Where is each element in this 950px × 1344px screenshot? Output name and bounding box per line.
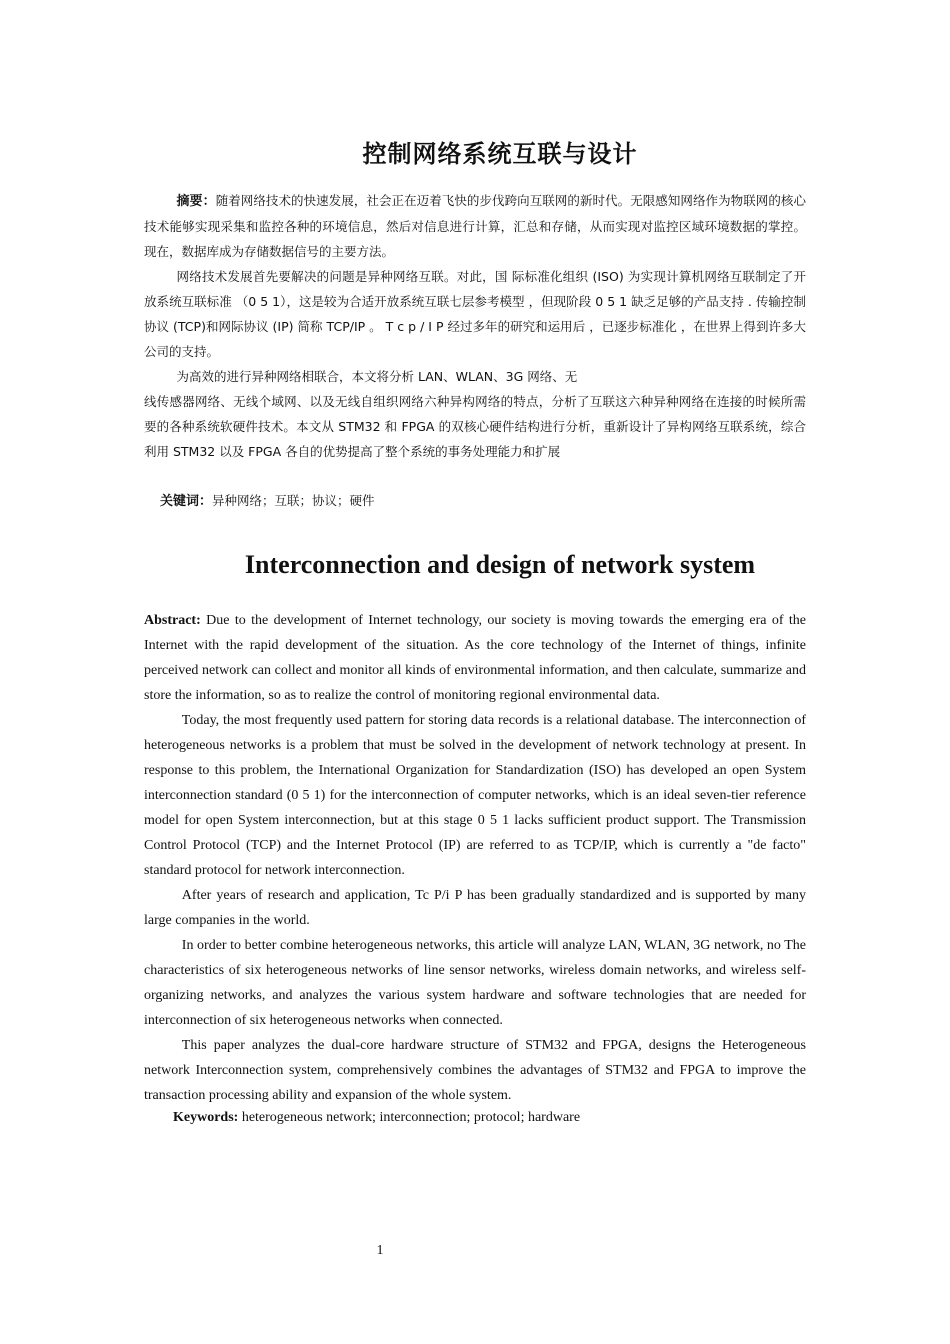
english-keywords: [173, 1105, 580, 1130]
english-keywords-label: Keywords:: [173, 1110, 239, 1125]
english-abstract-paragraph-2: Today, the most frequently used pattern for storing data records is a relational database. The interconnection of heterogeneous networks is a problem that must be solved in the development of network technology at present. In response to this problem, the International Organization for Standardization (ISO) has developed an open System interconnection standard (0 5 1) for the interconnection of computer networks, which is an ideal seven-tier reference model for open System interconnection, but at this stage 0 5 1 lacks sufficient product support. The Transmission Control Protocol (TCP) and the Internet Protocol (IP) are referred to as TCP/IP, which is currently a "de facto" standard protocol for network interconnection.: [144, 713, 806, 878]
chinese-abstract-paragraph-2: 网络技术发展首先要解决的问题是异种网络互联。对此，国 际标准化组织 (ISO) 为实现计算机网络互联制定了开放系统互联标准 （0 5 1），这是较为合适开放系统互联七层参考模型 ，但现阶段 0 5 1 缺乏足够的产品支持 . 传输控制协议 (TCP)和网际协议 (IP) 简称 TCP/IP 。 T c p / I P 经过多年的研究和运用后 ，已逐步标准化 ，在世界上得到许多大公司的支持。: [144, 269, 806, 359]
english-abstract-text-1: Due to the development of Internet technology, our society is moving towards the emerging era of the Internet with the rapid development of the situation. As the core technology of the Internet of things, infinite perceived network can collect and monitor all kinds of environmental information, and then calculate, summarize and store the information, so as to realize the control of monitoring regional environmental data.: [144, 613, 807, 703]
page-number: 1: [376, 1243, 384, 1258]
english-abstract-paragraph-1: [144, 608, 806, 708]
chinese-abstract: [144, 188, 806, 464]
english-title: Interconnection and design of network system: [244, 550, 756, 579]
chinese-abstract-text-1: 随着网络技术的快速发展，社会正在迈着飞快的步伐跨向互联网的新时代。无限感知网络作为物联网的核心技术能够实现采集和监控各种的环境信息，然后对信息进行计算，汇总和存储，从而实现对监控区域环境数据的掌控。现在，数据库成为存储数据信号的主要方法。: [144, 193, 806, 259]
chinese-title: 控制网络系统互联与设计: [362, 140, 638, 168]
english-abstract-paragraph-4: In order to better combine heterogeneous networks, this article will analyze LAN, WLAN, 3G network, no The characteristics of six heterogeneous networks of line sensor networks, wireless domain networks, and wireless self-organizing networks, and analyzes the various system hardware and software technologies that are needed for interconnection of six heterogeneous networks when connected.: [144, 938, 806, 1028]
english-abstract-paragraph-5: This paper analyzes the dual-core hardware structure of STM32 and FPGA, designs the Heterogeneous network Interconnection system, comprehensively combines the advantages of STM32 and FPGA to improve the transaction processing ability and expansion of the whole system.: [144, 1038, 806, 1103]
chinese-abstract-paragraph-3-rest: 线传感器网络、无线个域网、以及无线自组织网络六种异构网络的特点，分析了互联这六种异种网络在连接的时候所需要的各种系统软硬件技术。本文从 STM32 和 FPGA 的双核心硬件结构进行分析，重新设计了异构网络互联系统，综合利用 STM32 以及 FPGA 各自的优势提高了整个系统的事务处理能力和扩展: [144, 394, 806, 459]
chinese-keywords-text: 异种网络；互联；协议；硬件: [212, 493, 375, 508]
chinese-keywords: [160, 488, 375, 514]
english-keywords-text: heterogeneous network; interconnection; protocol; hardware: [241, 1110, 581, 1125]
chinese-abstract-label: 摘要：: [176, 194, 216, 209]
english-abstract-label: Abstract:: [144, 613, 201, 628]
english-abstract-paragraph-3: After years of research and application, Tc P/i P has been gradually standardized and is supported by many large companies in the world.: [144, 888, 806, 928]
chinese-keywords-label: 关键词：: [160, 494, 213, 509]
english-abstract: [144, 608, 806, 1108]
chinese-abstract-paragraph-3-line-1: 为高效的进行异种网络相联合，本文将分析 LAN、WLAN、3G 网络、无: [176, 369, 578, 384]
chinese-abstract-paragraph-1: [144, 188, 806, 264]
